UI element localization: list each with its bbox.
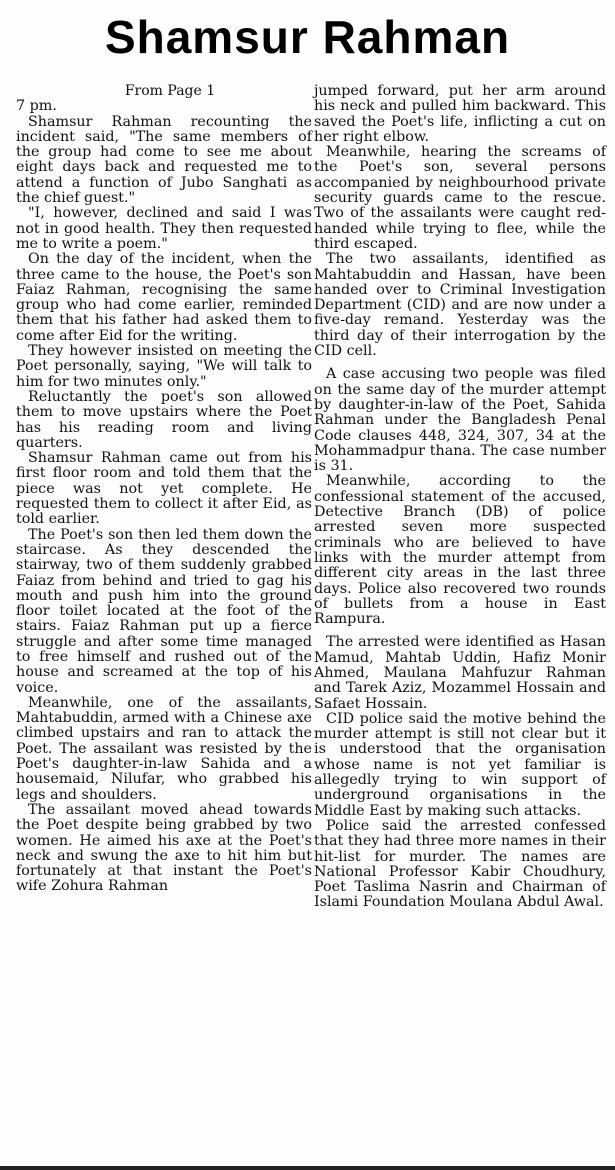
paragraph: CID police said the motive behind the murder attempt is still not clear but it is understood that the organisation whose name is not yet familiar is allegedly trying to win support of underground organisations in the Middle East by making such attacks. (314, 710, 606, 819)
paragraph: Shamsur Rahman came out from his first floor room and told them that the piece was not yet complete. He requested them to collect it after Eid, as told earlier. (16, 450, 312, 528)
right-column (314, 84, 606, 911)
paragraph: Reluctantly the poet's son allowed them to move upstairs where the Poet has his reading room and living quarters. (16, 388, 312, 451)
paragraph: Police said the arrested confessed that they had three more names in their hit-list for murder. The names are National Professor Kabir Choudhury, Poet Taslima Nasrin and Chairman of Islami Foundation Moulana Abdul Awal. (314, 817, 606, 911)
paragraph: A case accusing two people was filed on the same day of the murder attempt by daughter-in-law of the Poet, Sahida Rahman under the Bangladesh Penal Code clauses 448, 324, 307, 34 at the Mohammadpur thana. The case number is 31. (314, 366, 606, 475)
paragraph: The arrested were identified as Hasan Mamud, Mahtab Uddin, Hafiz Monir Ahmed, Maulana Mahfuzur Rahman and Tarek Aziz, Mozammel Hossain and Safaet Hossain. (314, 634, 606, 712)
paragraph: jumped forward, put her arm around his neck and pulled him backward. This saved the Poet's life, inflicting a cut on her right elbow. (314, 83, 606, 145)
paragraph: The Poet's son then led them down the staircase. As they descended the stairway, two of them suddenly grabbed Faiaz from behind and tried to gag his mouth and push him into the ground floor toilet located at the foot of the stairs. Faiaz Rahman put up a fierce struggle and after some time managed to free himself and rushed out of the house and screamed at the top of his voice. (16, 526, 312, 696)
continuation-label: From Page 1 (124, 83, 216, 99)
paragraph: 7 pm. (16, 98, 57, 115)
paragraph: Shamsur Rahman recounting the incident said, "The same members of the group had come to see me about eight days back and requested me to attend a function of Jubo Sanghati as the chief guest." (16, 113, 312, 207)
paragraph: Meanwhile, according to the confessional statement of the accused, Detective Branch (DB) of police arrested seven more suspected criminals who are believed to have links with the murder attempt from different city areas in the last three days. Police also recovered two rounds of bullets from a house in East Rampura. (314, 473, 606, 628)
paragraph: They however insisted on meeting the Poet personally, saying, "We will talk to him for two minutes only." (16, 343, 312, 390)
bottom-rule (0, 1166, 615, 1170)
paragraph: On the day of the incident, when the three came to the house, the Poet's son Faiaz Rahman, recognising the same group who had come earlier, reminded them that his father had asked them to come after Eid for the writing. (16, 251, 312, 344)
paragraph: Meanwhile, hearing the screams of the Poet's son, several persons accompanied by neighbourhood private security guards came to the rescue. Two of the assailants were caught red-handed while trying to flee, while the third escaped. (314, 144, 606, 252)
paragraph: Meanwhile, one of the assailants, Mahtabuddin, armed with a Chinese axe climbed upstairs and ran to attack the Poet. The assailant was resisted by the Poet's daughter-in-law Sahida and a housemaid, Nilufar, who grabbed his legs and shoulders. (16, 694, 312, 803)
paragraph: "I, however, declined and said I was not in good health. They then requested me to write a poem." (16, 205, 312, 252)
left-column (16, 84, 312, 895)
paragraph: The two assailants, identified as Mahtabuddin and Hassan, have been handed over to Criminal Investigation Department (CID) and are now under a five-day remand. Yesterday was the third day of their interrogation by the CID cell. (314, 251, 606, 360)
headline: Shamsur Rahman (104, 11, 511, 63)
paragraph: The assailant moved ahead towards the Poet despite being grabbed by two women. He aimed his axe at the Poet's neck and swung the axe to hit him but fortunately at that instant the Poet's wife Zohura Rahman (16, 801, 312, 895)
